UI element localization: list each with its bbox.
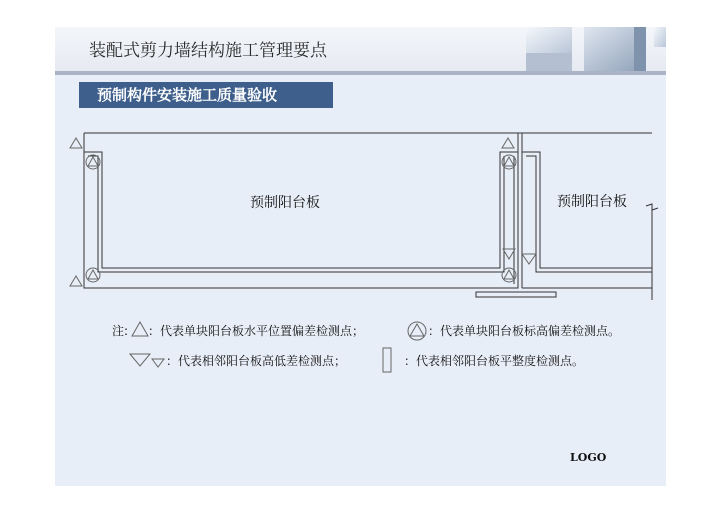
legend-item3-text: ：代表相邻阳台板高低差检测点；	[166, 354, 347, 368]
legend-inverted-triangle-small-icon	[152, 359, 164, 367]
right-slab-inner	[522, 152, 652, 268]
legend-note-prefix: 注:	[112, 324, 129, 338]
triangle-icon	[70, 276, 82, 286]
legend-circle-triangle-icon	[408, 322, 426, 340]
section-title: 预制构件安装施工质量验收	[79, 82, 333, 108]
triangle-icon	[70, 138, 82, 148]
legend-item4-text: ：代表相邻阳台板平整度检测点。	[404, 354, 585, 368]
legend-item2-text: ：代表单块阳台板标高偏差检测点。	[428, 324, 621, 338]
inverted-triangle-icon	[503, 249, 515, 259]
legend-triangle-icon	[132, 322, 148, 336]
inverted-triangle-icon	[522, 254, 536, 264]
logo: LOGO	[570, 451, 607, 464]
page-title: 装配式剪力墙结构施工管理要点	[89, 41, 327, 61]
break-mark-icon	[646, 204, 658, 210]
legend-item1-text: ：代表单块阳台板水平位置偏差检测点；	[148, 324, 365, 338]
flatness-gauge-bar	[476, 292, 556, 297]
left-panel-label: 预制阳台板	[250, 195, 320, 211]
legend-rectangle-icon	[383, 348, 391, 372]
triangle-icon	[502, 138, 514, 148]
legend-inverted-triangle-icon	[130, 354, 150, 366]
circle-triangle-icon	[86, 268, 100, 282]
right-panel-label: 预制阳台板	[557, 194, 627, 210]
